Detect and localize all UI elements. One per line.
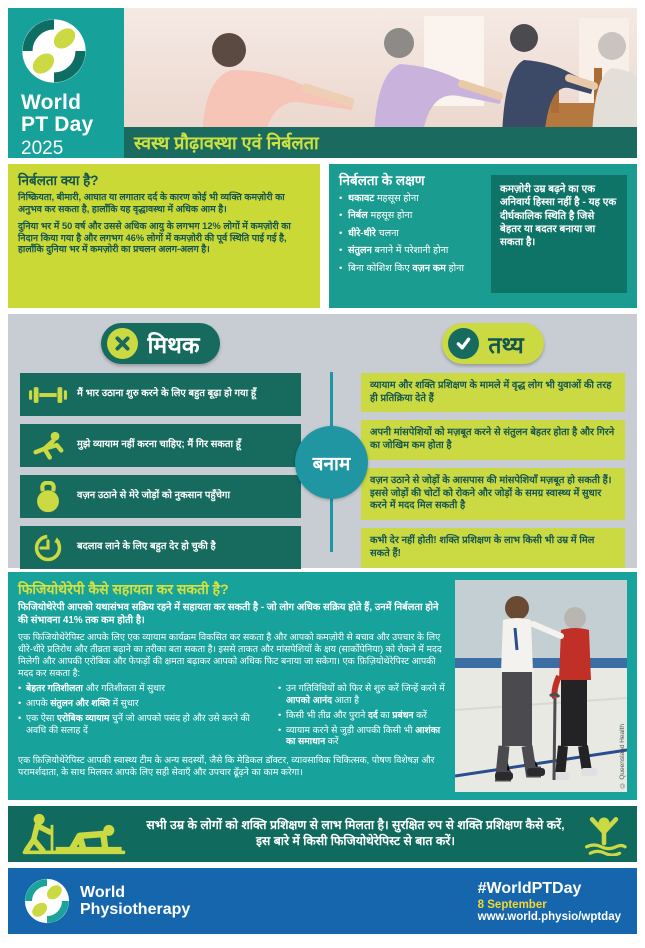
campaign-url: www.world.physio/wptday: [477, 910, 621, 923]
myth-text: बदलाव लाने के लिए बहुत देर हो चुकी है: [77, 541, 216, 553]
fact-item: वज़न उठाने से जोड़ों के आसपास की मांसपेशियाँ मज़बूत हो सकती हैं। इससे जोड़ों की चोटों को रोकने और जोड़ों के समग्र स्वास्थ्य में सुधार करने में मदद मिल सकती है: [361, 468, 625, 520]
physiotherapy-closing: एक फ़िज़ियोथेरेपिस्ट आपकी स्वास्थ्य टीम के अन्य सदस्यों, जैसे कि मेडिकल डॉक्टर, व्यावसायिक चिकित्सक, पोषण विशेषज्ञ और परामर्शदाता, के साथ मिलकर आपके लिए सही सेवाएँ और उपचार ढूँढ़ने का काम करेगा।: [18, 755, 435, 778]
physiotherapy-title: फिजियोथेरेपी कैसे सहायता कर सकती है?: [18, 581, 229, 597]
myth-text: मैं भार उठाना शुरु करने के लिए बहुत बूढ़ा हो गया हूँ: [77, 388, 257, 400]
myth-item: [20, 475, 301, 518]
frailty-note-box: कमज़ोरी उम्र बढ़ने का एक अनिवार्य हिस्सा नहीं है - यह एक दीर्घकालिक स्थिति है जिसे बेहतर या बदतर बनाया जा सकता है।: [491, 175, 627, 293]
sign-item: • थकावट महसूस होना: [339, 193, 497, 205]
physiotherapist-walking-patient-illustration: [455, 580, 627, 792]
benefit-item: • व्यायाम करने से जुड़ी आपकी किसी भी आशंका का समाधान करें: [278, 725, 447, 749]
physio-benefits-right: [278, 683, 447, 751]
physio-photo: [455, 580, 627, 792]
sign-item: • बिना कोशिश किए वज़न कम होना: [339, 263, 497, 275]
benefit-item: • बेहतर गतिशीलता और गतिशीलता में सुधार: [18, 683, 268, 695]
physiotherapy-paragraph: एक फिजियोथेरेपिस्ट आपके लिए एक व्यायाम कार्यक्रम विकसित कर सकता है और आपको कमज़ोरी से बचाव और उपचार के लिए धीरे-धीरे प्रतिरोध और तीव्रता बढ़ाने का तरीका बता सकता है। इससे ताकत और मांसपेशियों के क्षय (सार्कोपेनिया) को रोकने में मदद मिलेगी और आपकी एरोबिक और फेफड़ों की क्षमता बढ़ाकर आपको अधिक फिट बनाया जा सकेगा। एक फ़िज़ियोथेरेपिस्ट आपकी मदद कर सकता है:: [18, 632, 442, 679]
physiotherapy-text: [18, 580, 447, 792]
assisted-exercise-pictogram-icon: [18, 812, 130, 856]
myth-item: [20, 526, 301, 569]
benefit-item: • किसी भी तीव्र और पुराने दर्द का प्रबंधन करें: [278, 710, 447, 722]
myths-facts-section: [8, 314, 637, 568]
brand-word-ptday: PT Day: [21, 113, 94, 137]
clock-icon: [28, 533, 68, 563]
myth-item: [20, 373, 301, 416]
frailty-paragraph-2: दुनिया भर में 50 वर्ष और उससे अधिक आयु के लगभग 12% लोगों में कमज़ोरी का निदान किया गया है और लगभग 46% लोगों में कमज़ोरी की पूर्व स्थिति पाई गई है, हालाँकि दुनिया भर में कमज़ोरी का प्रचलन अलग-अलग है।: [18, 221, 291, 255]
sign-item: • संतुलन बनाने में परेशानी होना: [339, 245, 497, 257]
fact-item: अपनी मांसपेशियों को मज़बूत करने से संतुलन बेहतर होता है और गिरने का जोखिम कम होता है: [361, 420, 625, 459]
physiotherapy-lead: फिजियोथेरेपी आपको यथासंभव सक्रिय रहने में सहायता कर सकती है - जो लोग अधिक सक्रिय होते हैं, उनमें निर्बलता होने की संभावना 41% तक कम होती है।: [18, 602, 439, 626]
hashtag: #WorldPTDay: [477, 879, 582, 897]
footer: [8, 868, 637, 934]
falling-person-icon: [28, 431, 68, 461]
org-name-line2: Physiotherapy: [80, 901, 191, 918]
physio-benefits-left: [18, 683, 268, 751]
frailty-signs-list: [339, 193, 497, 275]
versus-badge: [295, 426, 368, 499]
fact-header-pill: [442, 323, 543, 364]
myth-item: [20, 424, 301, 467]
photo-credit: © Queensland Health: [619, 723, 626, 788]
header: [8, 8, 637, 158]
brand-word-world: World: [21, 91, 82, 114]
what-is-frailty-box: [8, 164, 320, 308]
brand-year: 2025: [21, 138, 64, 160]
org-name: [80, 884, 190, 919]
frailty-section: [8, 164, 637, 308]
myth-header-pill: [101, 323, 219, 364]
strength-banner-text: सभी उम्र के लोगों को शक्ति प्रशिक्षण से लाभ मिलता है। सुरक्षित रुप से शक्ति प्रशिक्षण कैसे करें, इस बारे में किसी फिजियोथेरेपिस्ट से बात करें।: [146, 818, 565, 848]
myth-label: मिथक: [147, 331, 200, 358]
fact-label: तथ्य: [488, 331, 524, 358]
frailty-paragraph-1: निष्क्रियता, बीमारी, आघात या लगातार दर्द के कारण कोई भी व्यक्ति कमज़ोरी का अनुभव कर सकता है, हालाँकि यह वृद्धावस्था में अधिक आम है।: [18, 192, 285, 214]
world-pt-day-logo-icon: [21, 18, 87, 84]
sign-item: • धीरे-धीरे चलना: [339, 228, 497, 240]
sign-item: • निर्बल महसूस होना: [339, 210, 497, 222]
benefit-item: • आपके संतुलन और शक्ति में सुधार: [18, 698, 268, 710]
cross-icon: [107, 328, 138, 359]
frailty-signs-title: निर्बलता के लक्षण: [339, 173, 425, 188]
frailty-signs-box: [329, 164, 637, 308]
event-date: 8 September: [477, 898, 547, 911]
dumbbell-icon: [28, 384, 68, 406]
main-title-banner: [124, 127, 637, 158]
fact-item: कभी देर नहीं होती! शक्ति प्रशिक्षण के लाभ किसी भी उम्र में मिल सकते हैं!: [361, 528, 625, 567]
strength-banner: [8, 806, 637, 862]
myth-text: मुझे व्यायाम नहीं करना चाहिए; मैं गिर सकता हूँ: [77, 439, 241, 451]
benefit-item: • उन गतिविधियों को फिर से शुरु करें जिन्हें करने में आपको आनंद आता है: [278, 683, 447, 707]
kettlebell-icon: [28, 481, 68, 513]
org-name-line1: World: [80, 883, 126, 901]
poster-title: स्वस्थ प्रौढ़ावस्था एवं निर्बलता: [134, 132, 319, 153]
brand-block: [8, 8, 124, 158]
myths-column: [20, 323, 301, 577]
footer-campaign-block: [478, 880, 621, 923]
myth-text: वज़न उठाने से मेरे जोड़ों को नुकसान पहुँचेगा: [77, 490, 230, 502]
benefit-item: • एक ऐसा एरोबिक व्यायाम चुनें जो आपको पसंद हो और उसे करने की अवधि की सलाह दें: [18, 713, 268, 737]
what-is-frailty-title: निर्बलता क्या है?: [18, 173, 99, 188]
physiotherapy-section: [8, 572, 637, 800]
facts-column: [361, 323, 625, 577]
header-photo: [124, 8, 637, 158]
swimmer-pictogram-icon: [581, 812, 627, 856]
versus-label: बनाम: [312, 453, 351, 475]
world-physiotherapy-logo-icon: [24, 878, 70, 924]
check-icon: [448, 328, 479, 359]
fact-item: व्यायाम और शक्ति प्रशिक्षण के मामले में वृद्ध लोग भी युवाओं की तरह ही प्रतिक्रिया देते हैं: [361, 373, 625, 412]
